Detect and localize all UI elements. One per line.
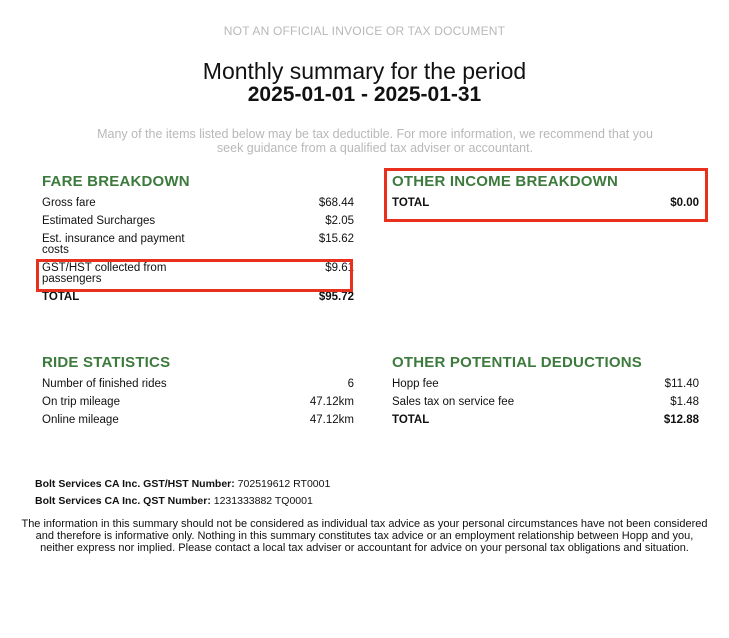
company-qst-value: 1231333882 TQ0001 bbox=[213, 495, 313, 507]
fare-row-value: $68.44 bbox=[318, 197, 354, 209]
period-range: 2025-01-01 - 2025-01-31 bbox=[247, 83, 482, 106]
fare-row-label: Gross fare bbox=[42, 197, 96, 209]
deduction-row-hopp-fee bbox=[392, 379, 699, 390]
other-income-heading: OTHER INCOME BREAKDOWN bbox=[392, 173, 619, 190]
ride-row-online bbox=[42, 415, 354, 426]
footer-disclaimer: The information in this summary should not be considered as individual tax advice as your personal circumstances have not been considered and therefore is informative only. Nothing in this summary constitutes tax advice or an employment relationship between Hopp and you, neither express nor implied. Please contact a local tax adviser or accountant for advice on your personal tax obligations and situation. bbox=[21, 518, 708, 554]
deduction-row-value: $1.48 bbox=[670, 396, 699, 408]
deduction-row-label: Sales tax on service fee bbox=[392, 396, 515, 408]
highlight-other-income bbox=[384, 168, 708, 222]
ride-row-value: 47.12km bbox=[309, 396, 354, 408]
company-qst-label: Bolt Services CA Inc. QST Number: bbox=[35, 495, 211, 507]
intro-text: Many of the items listed below may be tax deductible. For more information, we recommend that you seek guidance from a qualified tax adviser or accountant. bbox=[97, 127, 653, 155]
other-income-total-value: $0.00 bbox=[670, 197, 699, 209]
ride-statistics-section bbox=[42, 354, 354, 433]
highlight-gst-row bbox=[36, 259, 353, 292]
ride-row-label: On trip mileage bbox=[42, 396, 120, 408]
deductions-total-value: $12.88 bbox=[663, 414, 699, 426]
fare-breakdown-heading: FARE BREAKDOWN bbox=[42, 173, 190, 190]
fare-row-insurance bbox=[42, 234, 354, 256]
deduction-row-value: $11.40 bbox=[664, 378, 699, 390]
fare-total-row bbox=[42, 292, 354, 303]
fare-row-value: $2.05 bbox=[325, 215, 354, 227]
ride-statistics-heading: RIDE STATISTICS bbox=[42, 354, 171, 371]
company-gst-label: Bolt Services CA Inc. GST/HST Number: bbox=[35, 478, 235, 490]
deduction-row-sales-tax bbox=[392, 397, 699, 408]
fare-row-label: Estimated Surcharges bbox=[42, 215, 156, 227]
ride-row-value: 6 bbox=[347, 378, 354, 390]
ride-row-label: Online mileage bbox=[42, 414, 119, 426]
ride-row-value: 47.12km bbox=[309, 414, 354, 426]
page-title: Monthly summary for the period bbox=[202, 58, 527, 84]
fare-row-label: GST/HST collected from passengers bbox=[42, 262, 167, 285]
deductions-total-row bbox=[392, 415, 699, 426]
top-disclaimer: NOT AN OFFICIAL INVOICE OR TAX DOCUMENT bbox=[223, 24, 506, 38]
deductions-total-label: TOTAL bbox=[392, 414, 430, 426]
company-gst-value: 702519612 RT0001 bbox=[237, 478, 331, 490]
deduction-row-label: Hopp fee bbox=[392, 378, 439, 390]
fare-total-label: TOTAL bbox=[42, 291, 80, 303]
fare-row-surcharges bbox=[42, 216, 354, 227]
other-deductions-section bbox=[392, 354, 699, 433]
ride-row-label: Number of finished rides bbox=[42, 378, 167, 390]
other-deductions-heading: OTHER POTENTIAL DEDUCTIONS bbox=[392, 354, 642, 371]
fare-row-value: $15.62 bbox=[318, 233, 354, 245]
company-qst-line bbox=[35, 495, 313, 507]
ride-row-on-trip bbox=[42, 397, 354, 408]
ride-row-finished bbox=[42, 379, 354, 390]
fare-row-label: Est. insurance and payment costs bbox=[42, 233, 185, 256]
company-gst-line bbox=[35, 478, 330, 490]
other-income-total-label: TOTAL bbox=[392, 197, 430, 209]
fare-total-value: $95.72 bbox=[318, 291, 354, 303]
fare-row-value: $9.61 bbox=[325, 262, 354, 274]
fare-row-gross bbox=[42, 198, 354, 209]
